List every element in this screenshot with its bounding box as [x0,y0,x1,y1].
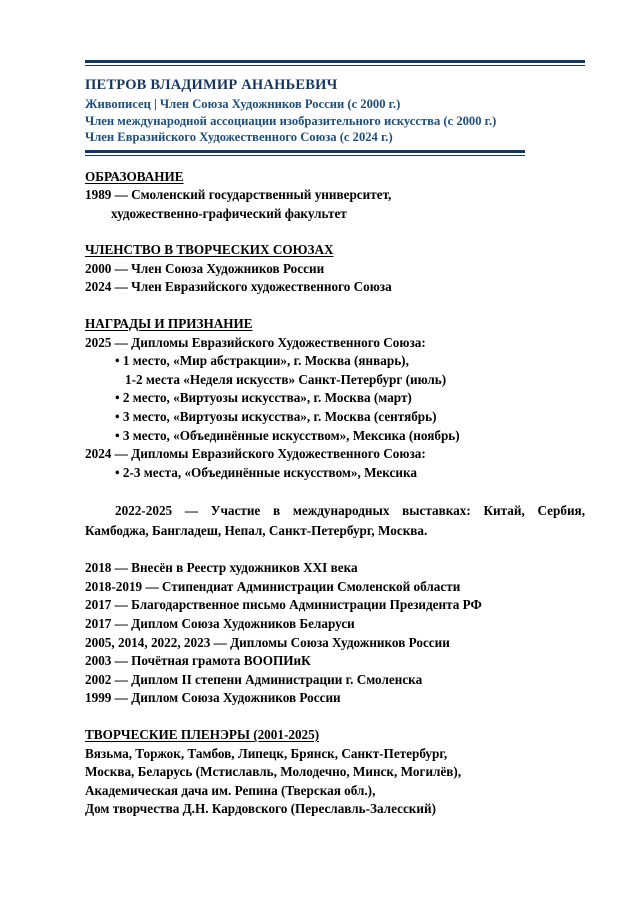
header-subtitle-1: Живописец | Член Союза Художников России (с 2000 г.) [85,97,401,111]
award-history-item: 1999 — Диплом Союза Художников России [85,690,341,706]
spacer [85,708,591,726]
awards-2025-bullet-2: • 2 место, «Виртуозы искусства», г. Москва (март) [115,390,412,406]
header-block [85,66,591,146]
spacer [85,540,591,559]
section-education [85,168,591,224]
education-line-1: 1989 — Смоленский государственный университет, [85,187,392,203]
plein-air-line: Дом творчества Д.Н. Кардовского (Переславль-Залесский) [85,801,436,817]
section-heading-plein-air: ТВОРЧЕСКИЕ ПЛЕНЭРЫ (2001-2025) [85,726,320,742]
membership-line-1: 2000 — Член Союза Художников России [85,260,325,276]
section-heading-awards: НАГРАДЫ И ПРИЗНАНИЕ [85,316,253,332]
awards-2025-bullet-1-cont: 1-2 места «Неделя искусств» Санкт-Петербург (июль) [125,371,447,387]
awards-2025-bullet-4: • 3 место, «Объединённые искусством», Мексика (ноябрь) [115,427,460,443]
section-heading-membership: ЧЛЕНСТВО В ТВОРЧЕСКИХ СОЮЗАХ [85,242,334,258]
awards-2024-intro: 2024 — Дипломы Евразийского Художественного Союза: [85,446,426,462]
section-membership [85,241,591,297]
section-awards [85,315,591,482]
awards-2025-bullet-1: • 1 место, «Мир абстракции», г. Москва (январь), [115,353,409,369]
header-subtitle-2: Член международной ассоциации изобразительного искусства (с 2000 г.) [85,113,497,128]
spacer [85,482,591,501]
award-history-item: 2018-2019 — Стипендиат Администрации Смоленской области [85,578,461,594]
awards-2024-bullet-1: • 2-3 места, «Объединённые искусством», Мексика [115,464,417,480]
award-history-item: 2003 — Почётная грамота ВООПИиК [85,653,311,669]
spacer [85,297,591,315]
document-content [85,60,591,819]
education-line-2: художественно-графический факультет [111,205,347,221]
award-history-item: 2017 — Благодарственное письмо Администрации Президента РФ [85,597,482,613]
artist-name: ПЕТРОВ ВЛАДИМИР АНАНЬЕВИЧ [85,77,338,93]
plein-air-line: Москва, Беларусь (Мстиславль, Молодечно, Минск, Могилёв), [85,764,462,780]
section-heading-education: ОБРАЗОВАНИЕ [85,168,184,184]
document-body [85,156,591,819]
spacer [85,223,591,241]
header-subtitle-3: Член Евразийского Художественного Союза (с 2024 г.) [85,130,393,144]
membership-line-2: 2024 — Член Евразийского художественного Союза [85,279,392,295]
award-history-item: 2002 — Диплом II степени Администрации г. Смоленска [85,671,423,687]
awards-2025-bullet-3: • 3 место, «Виртуозы искусства», г. Москва (сентябрь) [115,409,437,425]
exhibitions-paragraph: 2022-2025 — Участие в международных выставках: Китай, Сербия, Камбоджа, Бангладеш, Непал, Санкт-Петербург, Москва. [85,503,585,538]
award-history-item: 2018 — Внесён в Реестр художников XXI века [85,560,358,576]
section-plein-air [85,726,591,819]
awards-history-list [85,559,591,708]
award-history-item: 2005, 2014, 2022, 2023 — Дипломы Союза Художников России [85,634,450,650]
plein-air-line: Академическая дача им. Репина (Тверская обл.), [85,782,376,798]
awards-2025-intro: 2025 — Дипломы Евразийского Художественного Союза: [85,334,426,350]
award-history-item: 2017 — Диплом Союза Художников Беларуси [85,616,355,631]
plein-air-line: Вязьма, Торжок, Тамбов, Липецк, Брянск, Санкт-Петербург, [85,745,448,761]
